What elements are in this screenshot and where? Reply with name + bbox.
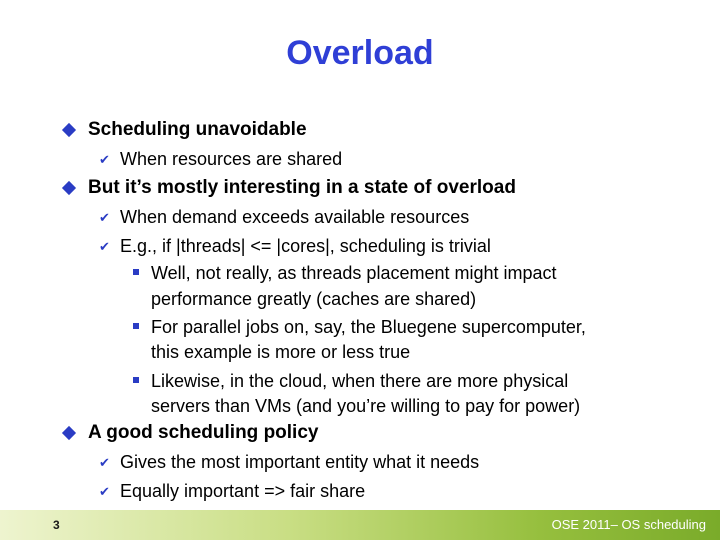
checkmark-bullet-icon: ✔	[99, 455, 110, 470]
bullet-cloud-line2: servers than VMs (and you’re willing to pay for power)	[151, 396, 581, 416]
bullet-overload-state: But it’s mostly interesting in a state of overload	[88, 177, 516, 198]
square-bullet-icon	[133, 377, 139, 383]
diamond-bullet-icon	[62, 426, 76, 440]
checkmark-bullet-icon: ✔	[99, 152, 110, 167]
slide-title: Overload	[286, 34, 434, 72]
bullet-most-important: Gives the most important entity what it needs	[120, 452, 480, 472]
square-bullet-icon	[133, 269, 139, 275]
footer-text: OSE 2011– OS scheduling	[551, 517, 706, 532]
bullet-fair-share: Equally important => fair share	[120, 481, 366, 501]
checkmark-bullet-icon: ✔	[99, 484, 110, 499]
diamond-bullet-icon	[62, 123, 76, 137]
bullet-bluegene-line2: this example is more or less true	[151, 342, 411, 362]
bullet-threads-cores: E.g., if |threads| <= |cores|, scheduling is trivial	[120, 236, 491, 256]
square-bullet-icon	[133, 323, 139, 329]
bullet-resources-shared: When resources are shared	[120, 149, 343, 169]
bullet-cloud-line1: Likewise, in the cloud, when there are more physical	[151, 371, 569, 391]
bullet-demand-exceeds: When demand exceeds available resources	[120, 207, 470, 227]
bullet-bluegene-line1: For parallel jobs on, say, the Bluegene supercomputer,	[151, 317, 586, 337]
bullet-scheduling-unavoidable: Scheduling unavoidable	[88, 119, 307, 140]
checkmark-bullet-icon: ✔	[99, 210, 110, 225]
page-number: 3	[53, 518, 60, 532]
checkmark-bullet-icon: ✔	[99, 239, 110, 254]
bullet-threads-placement-line1: Well, not really, as threads placement might impact	[151, 263, 557, 283]
bullet-threads-placement-line2: performance greatly (caches are shared)	[151, 289, 477, 309]
bullet-good-policy: A good scheduling policy	[88, 422, 319, 443]
diamond-bullet-icon	[62, 181, 76, 195]
